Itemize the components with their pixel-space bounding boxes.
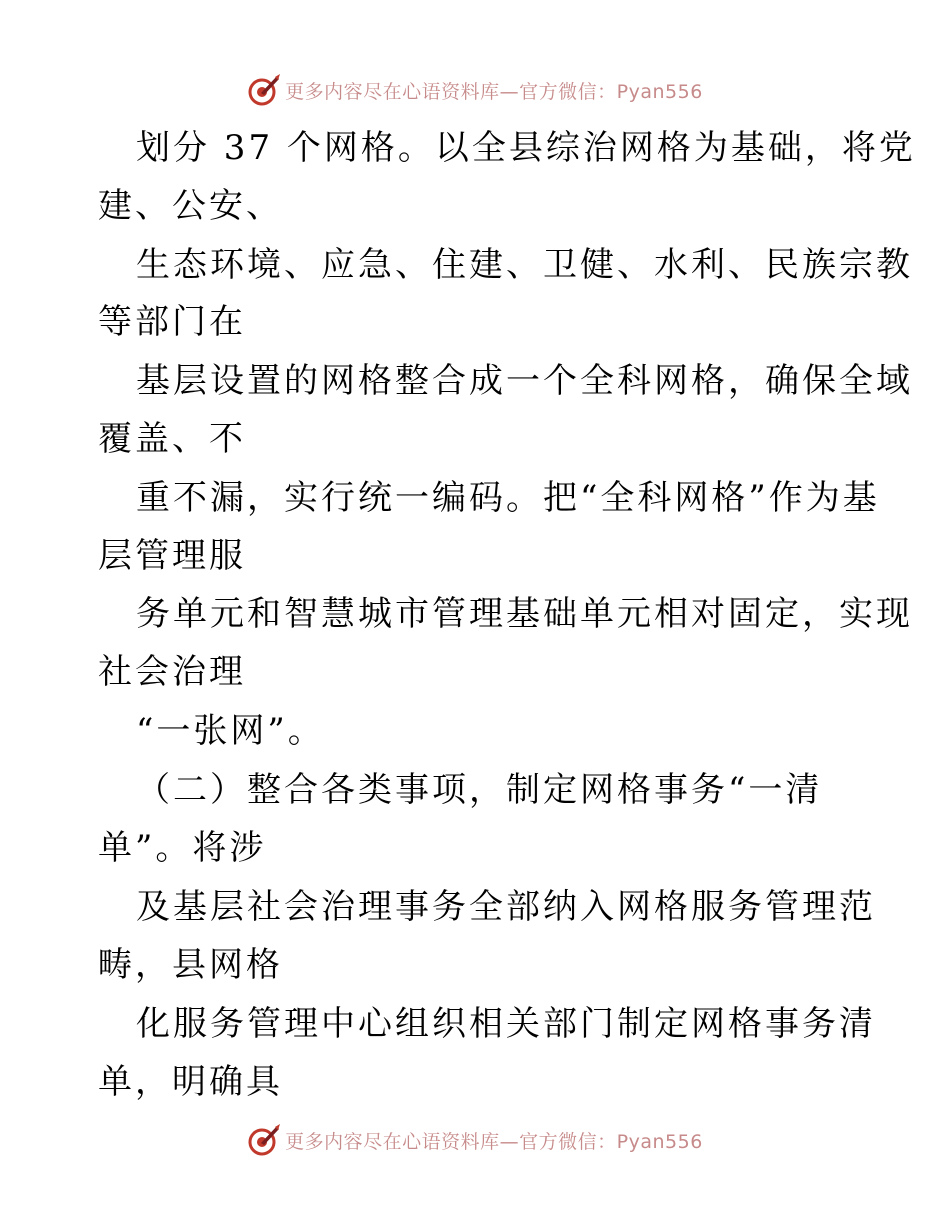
text-line: 重不漏，实行统一编码。把“全科网格”作为基 (136, 478, 880, 518)
quill-logo-icon (247, 73, 281, 107)
text-line: 建、公安、 (98, 186, 283, 226)
watermark-text: 更多内容尽在心语资料库—官方微信：Pyan556 (285, 80, 703, 103)
text-line: 化服务管理中心组织相关部门制定网格事务清 (136, 1004, 876, 1044)
text-line: 及基层社会治理事务全部纳入网格服务管理范 (136, 887, 876, 927)
text-line: 畴，县网格 (98, 945, 283, 985)
section-heading-line: （二）整合各类事项，制定网格事务“一清 (136, 770, 823, 810)
text-line: 生态环境、应急、住建、卫健、水利、民族宗教 (136, 245, 913, 285)
text-line: 单，明确具 (98, 1062, 283, 1102)
text-line: 务单元和智慧城市管理基础单元相对固定，实现 (136, 594, 913, 634)
footer-watermark (0, 1120, 950, 1160)
text-line: 层管理服 (98, 536, 246, 576)
text-line: 单”。将涉 (98, 828, 267, 868)
text-line: 等部门在 (98, 302, 246, 342)
text-line: 基层设置的网格整合成一个全科网格，确保全域 (136, 361, 913, 401)
header-watermark (0, 70, 950, 110)
quill-logo-icon (247, 1123, 281, 1157)
text-line: 划分 37 个网格。以全县综治网格为基础，将党 (136, 128, 916, 168)
watermark-text: 更多内容尽在心语资料库—官方微信：Pyan556 (285, 1130, 703, 1153)
text-line: 社会治理 (98, 652, 246, 692)
text-line: “一张网”。 (136, 711, 325, 751)
text-line: 覆盖、不 (98, 419, 246, 459)
